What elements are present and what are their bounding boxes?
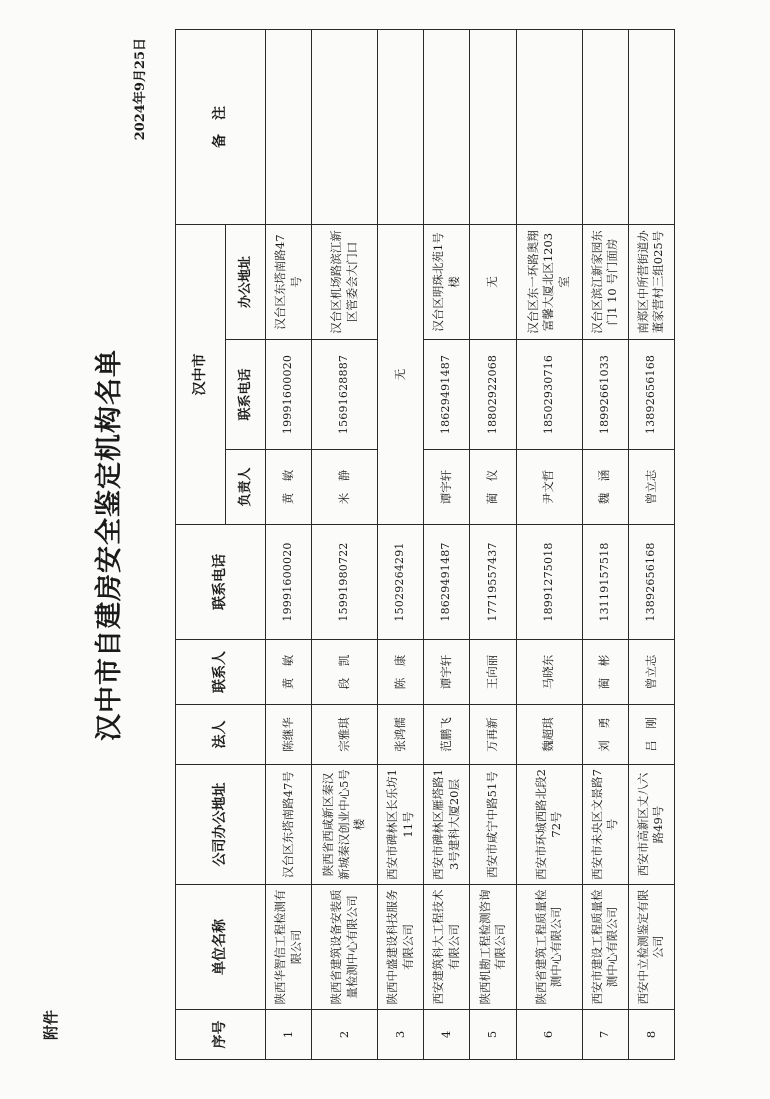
cell-hz-phone: 19991600020 (266, 340, 312, 450)
cell-hz-principal: 米 静 (312, 450, 378, 525)
cell-remarks (266, 30, 312, 225)
cell-contact-person: 陈 康 (378, 640, 424, 705)
cell-legal-person: 万再新 (470, 705, 516, 765)
cell-unit-name: 陕西省建筑设备安装质量检测中心有限公司 (312, 885, 378, 1010)
cell-contact-phone: 19991600020 (266, 525, 312, 640)
cell-contact-phone: 13119157518 (582, 525, 628, 640)
cell-hz-address: 汉台区东一环路奥翔富馨大厦北区1203室 (516, 225, 582, 340)
cell-company-address: 西安市环城西路北段272号 (516, 765, 582, 885)
table-row (266, 30, 312, 1060)
table-row (516, 30, 582, 1060)
table-row (378, 30, 424, 1060)
cell-unit-name: 陕西中盛建设科技服务有限公司 (378, 885, 424, 1010)
cell-company-address: 西安市碑林区长乐坊111号 (378, 765, 424, 885)
cell-unit-name: 西安中立检测鉴定有限公司 (628, 885, 674, 1010)
cell-company-address: 西安市未央区文景路7号 (582, 765, 628, 885)
cell-hz-address: 汉台区明珠北苑1号楼 (424, 225, 470, 340)
header-legal-person: 法人 (176, 705, 266, 765)
cell-contact-phone: 18991275018 (516, 525, 582, 640)
cell-contact-phone: 18629491487 (424, 525, 470, 640)
table-row (470, 30, 516, 1060)
cell-hz-principal: 谭宇轩 (424, 450, 470, 525)
cell-company-address: 西安市碑林区雁塔路13号建科大厦20层 (424, 765, 470, 885)
cell-hz-principal: 蔺 仪 (470, 450, 516, 525)
cell-remarks (516, 30, 582, 225)
cell-legal-person: 刘 勇 (582, 705, 628, 765)
header-row-1 (176, 30, 226, 1060)
cell-legal-person: 魏超琪 (516, 705, 582, 765)
cell-remarks (470, 30, 516, 225)
cell-hz-phone: 18629491487 (424, 340, 470, 450)
cell-hz-address: 无 (470, 225, 516, 340)
header-principal: 负责人 (226, 450, 266, 525)
cell-remarks (424, 30, 470, 225)
cell-legal-person: 宗雅琪 (312, 705, 378, 765)
header-remarks: 备 注 (176, 30, 266, 225)
cell-hz-none: 无 (378, 225, 424, 525)
cell-company-address: 西安市高新区丈八六路49号 (628, 765, 674, 885)
cell-remarks (312, 30, 378, 225)
cell-seq: 8 (628, 1010, 674, 1060)
cell-remarks (628, 30, 674, 225)
cell-contact-phone: 17719557437 (470, 525, 516, 640)
cell-unit-name: 西安市建设工程质量检测中心有限公司 (582, 885, 628, 1010)
cell-contact-person: 段 凯 (312, 640, 378, 705)
cell-hz-principal: 黄 敏 (266, 450, 312, 525)
cell-company-address: 陕西省西咸新区秦汉新城秦汉创业中心5号楼 (312, 765, 378, 885)
attachment-label: 附件 (42, 1009, 60, 1040)
header-contact-phone: 联系电话 (176, 525, 266, 640)
cell-company-address: 西安市咸宁中路51号 (470, 765, 516, 885)
cell-legal-person: 范鹏飞 (424, 705, 470, 765)
cell-hz-principal: 魏 涵 (582, 450, 628, 525)
table-row (582, 30, 628, 1060)
cell-contact-person: 曾立志 (628, 640, 674, 705)
cell-hz-address: 南郑区中所营街道办董家营村三组025号 (628, 225, 674, 340)
cell-legal-person: 陈继华 (266, 705, 312, 765)
header-office-address: 办公地址 (226, 225, 266, 340)
cell-contact-person: 蔺 彬 (582, 640, 628, 705)
document-sheet (85, 30, 685, 1060)
cell-hz-phone: 18992661033 (582, 340, 628, 450)
cell-seq: 7 (582, 1010, 628, 1060)
document-date: 2024年9月25日 (133, 38, 148, 141)
header-contact-person: 联系人 (176, 640, 266, 705)
header-company-address: 公司办公地址 (176, 765, 266, 885)
cell-contact-phone: 15029264291 (378, 525, 424, 640)
cell-hz-phone: 18502930716 (516, 340, 582, 450)
cell-hz-address: 汉台区滨江新家园东门1 10 号门面房 (582, 225, 628, 340)
cell-contact-person: 王向丽 (470, 640, 516, 705)
cell-contact-person: 马晓东 (516, 640, 582, 705)
cell-remarks (378, 30, 424, 225)
cell-remarks (582, 30, 628, 225)
cell-contact-person: 谭宇轩 (424, 640, 470, 705)
header-unit-name: 单位名称 (176, 885, 266, 1010)
table-row (424, 30, 470, 1060)
cell-hz-phone: 18802922068 (470, 340, 516, 450)
cell-seq: 2 (312, 1010, 378, 1060)
cell-unit-name: 陕西机勘工程检测咨询有限公司 (470, 885, 516, 1010)
cell-contact-phone: 15991980722 (312, 525, 378, 640)
cell-company-address: 汉台区东塔南路47号 (266, 765, 312, 885)
document-title: 汉中市自建房安全鉴定机构名单 (94, 349, 125, 741)
header-hanzhong: 汉中市 (176, 225, 226, 525)
cell-hz-phone: 13892656168 (628, 340, 674, 450)
header-hz-phone: 联系电话 (226, 340, 266, 450)
cell-legal-person: 张鸿儒 (378, 705, 424, 765)
cell-unit-name: 西安建筑科大工程技术有限公司 (424, 885, 470, 1010)
header-seq: 序号 (176, 1010, 266, 1060)
cell-seq: 5 (470, 1010, 516, 1060)
cell-seq: 1 (266, 1010, 312, 1060)
cell-hz-address: 汉台区机场路滨江新区管委会大门口 (312, 225, 378, 340)
cell-seq: 4 (424, 1010, 470, 1060)
cell-hz-principal: 尹文哲 (516, 450, 582, 525)
cell-hz-address: 汉台区东塔南路47号 (266, 225, 312, 340)
table-row (312, 30, 378, 1060)
cell-seq: 3 (378, 1010, 424, 1060)
cell-hz-principal: 曾立志 (628, 450, 674, 525)
cell-hz-phone: 15691628887 (312, 340, 378, 450)
cell-contact-phone: 13892656168 (628, 525, 674, 640)
institution-table (175, 29, 675, 1060)
cell-seq: 6 (516, 1010, 582, 1060)
cell-unit-name: 陕西华智信工程检测有限公司 (266, 885, 312, 1010)
table-row (628, 30, 674, 1060)
cell-legal-person: 吕 刚 (628, 705, 674, 765)
cell-unit-name: 陕西省建筑工程质量检测中心有限公司 (516, 885, 582, 1010)
cell-contact-person: 黄 敏 (266, 640, 312, 705)
